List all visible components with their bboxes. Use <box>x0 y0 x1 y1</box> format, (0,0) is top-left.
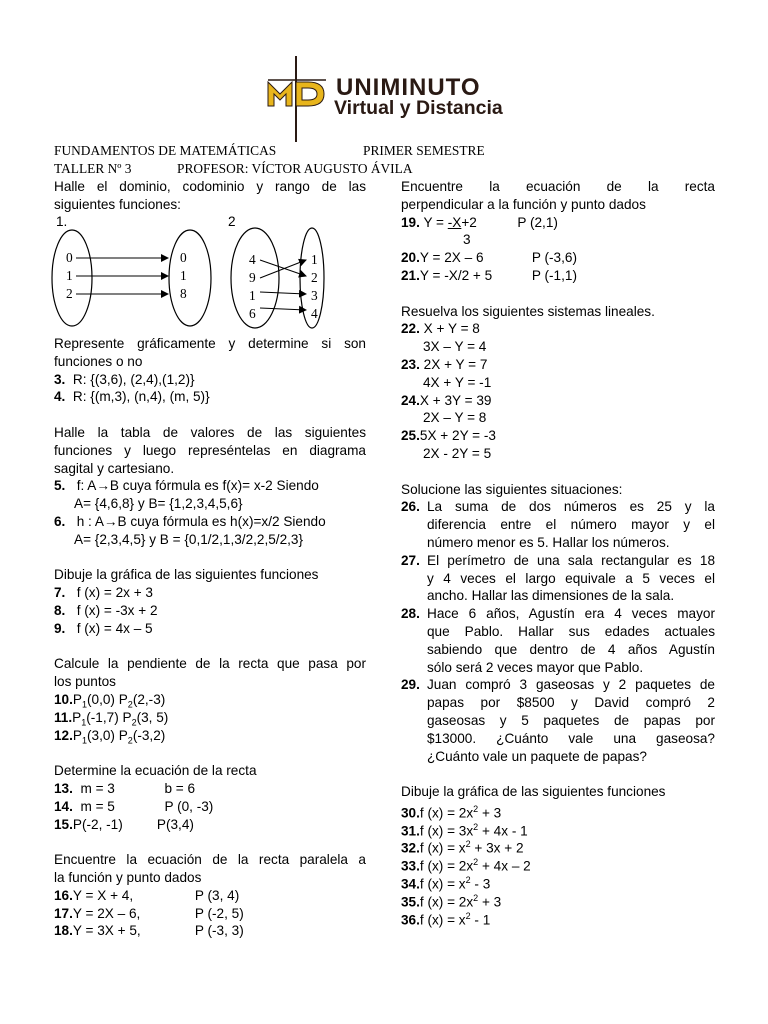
instruction-parallel-cont: la función y punto dados <box>54 869 202 885</box>
d1-domain-2: 2 <box>66 286 73 301</box>
exercise-8: 8. f (x) = -3x + 2 <box>54 602 158 618</box>
exercise-32: 32.f $(x) = x^2 + 3x + 2$ <box>401 839 524 857</box>
exercise-26-line: diferencia entre el número mayor y el <box>427 517 715 533</box>
exercise-5-cont: A= {4,6,8} y B= {1,2,3,4,5,6} <box>74 496 243 512</box>
diagram-2-label: 2 <box>228 214 236 229</box>
exercise-25-eq2: 2X - 2Y = 5 <box>423 445 492 461</box>
exercise-10: $10.P_1(0,0)$ $P_2(2,-3)$ <box>54 691 166 710</box>
exercise-27-line: y 4 veces el largo equivale a 5 veces el <box>427 570 715 586</box>
instruction-parallel: Encuentre la ecuación de la recta paralela a <box>54 852 366 868</box>
teacher-name: PROFESOR: VÍCTOR AUGUSTO ÁVILA <box>177 161 413 176</box>
exercise-31: 31.f $(x) = 3x^2 + 4x - 1$ <box>401 821 528 839</box>
d2-codomain-1: 2 <box>311 270 318 285</box>
exercise-12: $12.P_1(3,0)$ $P_2(-3,2)$ <box>54 727 166 746</box>
exercise-15: 15.P(-2, -1) P(3,4) <box>54 816 194 832</box>
exercise-22-eq2: 3X – Y = 4 <box>423 339 487 355</box>
d2-domain-1: 9 <box>249 270 256 285</box>
instruction-perpendicular: Encuentre la ecuación de la recta <box>401 179 715 194</box>
d1-domain-0: 0 <box>66 250 73 265</box>
exercise-16: 16.Y = X + 4, P (3, 4) <box>54 887 240 903</box>
exercise-36: 36.f $(x) = x^2 - 1$ <box>401 910 491 928</box>
instruction-table-cont2: sagital y cartesiano. <box>54 460 175 476</box>
right-column <box>401 178 715 928</box>
exercise-25: 25.5X + 2Y = -3 <box>401 428 496 444</box>
instruction-plot-quadratic: Dibuje la gráfica de las siguientes funciones <box>401 784 666 800</box>
exercise-35: 35.f $(x) = 2x^2 + 3$ <box>401 892 502 910</box>
exercise-29-line: $13000. ¿Cuánto vale una gaseosa? <box>427 730 715 746</box>
exercise-14: 14. m = 5 P (0, -3) <box>54 798 214 814</box>
exercise-27-line: El perímetro de una sala rectangular es 18 <box>427 552 715 568</box>
exercise-21: 21.Y = -X/2 + 5 P (-1,1) <box>401 267 577 283</box>
exercise-9: 9. f (x) = 4x – 5 <box>54 620 153 636</box>
exercise-11: $11.P_1(-1,7)$ $P_2(3$, 5) <box>54 709 169 728</box>
exercise-34: 34.f $(x) = x^2 - 3$ <box>401 875 491 892</box>
exercise-6-cont: A= {2,3,4,5} y B = {0,1/2,1,3/2,2,5/2,3} <box>74 531 304 547</box>
instruction-table: Halle la tabla de valores de las siguientes <box>54 424 366 440</box>
exercise-26-line: La suma de dos números es 25 y la <box>427 499 715 515</box>
d2-domain-3: 6 <box>249 306 256 321</box>
exercise-26-line: número menor es 5. Hallar los números. <box>427 534 670 550</box>
exercise-6: 6. h : A→B cuya fórmula es h(x)=x/2 Siendo <box>54 513 326 529</box>
instruction-table-cont: funciones y luego represéntelas en diagrama <box>54 442 366 458</box>
instruction-graph: Represente gráficamente y determine si son <box>54 336 366 351</box>
exercise-24-eq2: 2X – Y = 8 <box>423 410 487 426</box>
instruction-domain: Halle el dominio, codominio y rango de las <box>54 179 366 194</box>
exercise-5: 5. f: A→B cuya fórmula es f(x)= x-2 Siendo <box>54 478 319 494</box>
sagittal-diagram-1 <box>48 228 218 336</box>
d2-domain-0: 4 <box>249 252 256 267</box>
logo-subtitle: Virtual y Distancia <box>334 97 503 119</box>
d2-codomain-3: 4 <box>311 306 318 321</box>
exercise-22: 22. X + Y = 8 <box>401 321 480 337</box>
exercise-27: 27. El perímetro de una sala rectangular es 18 y 4 veces el largo equivale a 5 veces el ancho. Hallar las dimensiones de la sala. <box>401 552 715 604</box>
exercise-30: 30.f $(x) = 2x^2 + 3$ <box>401 803 502 821</box>
exercise-19-denominator: 3 <box>463 232 471 248</box>
d1-codomain-2: 8 <box>180 286 187 301</box>
exercise-24: 24.X + 3Y = 39 <box>401 392 492 408</box>
exercise-20: 20.Y = 2X – 6 P (-3,6) <box>401 250 577 266</box>
exercise-29-line: papas por $8500 y David compró 2 <box>427 695 715 711</box>
exercise-13: 13. m = 3 b = 6 <box>54 780 196 796</box>
exercise-18: 18.Y = 3X + 5, P (-3, 3) <box>54 923 244 939</box>
exercise-29-line: ¿Cuánto vale un paquete de papas? <box>427 748 647 764</box>
workshop-number: TALLER Nº 3 <box>54 161 132 176</box>
logo-title: UNIMINUTO <box>336 74 481 101</box>
exercise-29-line: gaseosas y 5 paquetes de papas por <box>427 712 715 728</box>
d1-codomain-1: 1 <box>180 268 187 283</box>
exercise-29-line: Juan compró 3 gaseosas y 2 paquetes de <box>427 677 715 693</box>
instruction-domain-cont: siguientes funciones: <box>54 196 181 212</box>
exercise-27-line: ancho. Hallar las dimensiones de la sala. <box>427 588 675 604</box>
instruction-situations: Solucione las siguientes situaciones: <box>401 481 623 497</box>
semester-label: PRIMER SEMESTRE <box>363 143 485 158</box>
exercise-19: 19. Y = -X+2 P (2,1) <box>401 214 558 230</box>
instruction-plot: Dibuje la gráfica de las siguientes funciones <box>54 567 319 583</box>
exercise-23-eq2: 4X + Y = -1 <box>423 374 492 390</box>
d2-domain-2: 1 <box>249 288 256 303</box>
exercise-26: 26. La suma de dos números es 25 y la diferencia entre el número mayor y el número menor es 5. Hallar los números. <box>401 499 715 550</box>
instruction-line-equation: Determine la ecuación de la recta <box>54 763 257 779</box>
uniminuto-logo <box>262 54 512 144</box>
instruction-graph-cont: funciones o no <box>54 353 143 369</box>
exercise-33: 33.f $(x) = 2x^2 + 4x - 2$ <box>401 857 531 874</box>
d2-codomain-0: 1 <box>311 252 318 267</box>
sagittal-diagram-2 <box>228 226 338 336</box>
d1-domain-1: 1 <box>66 268 73 283</box>
exercise-28-line: sólo será 2 veces mayor que Pablo. <box>427 659 644 675</box>
instruction-slope-cont: los puntos <box>54 674 116 690</box>
exercise-28-line: sabiendo que dentro de 4 años Agustín <box>427 641 715 657</box>
exercise-17: 17.Y = 2X – 6, P (-2, 5) <box>54 905 244 921</box>
exercise-3: 3. R: {(3,6), (2,4),(1,2)} <box>54 371 195 387</box>
instruction-perpendicular-cont: perpendicular a la función y punto dados <box>401 196 646 212</box>
diagram-1-label: 1. <box>56 214 68 229</box>
exercise-29: 29. Juan compró 3 gaseosas y 2 paquetes de papas por $8500 y David compró 2 gaseosas y 5 paquetes de papas por $13000. ¿Cuánto vale una gaseosa? ¿Cuánto vale un paquete de papas? <box>401 677 715 764</box>
subject-title: FUNDAMENTOS DE MATEMÁTICAS <box>54 143 277 158</box>
exercise-4: 4. R: {(m,3), (n,4), (m, 5)} <box>54 389 210 405</box>
d2-codomain-2: 3 <box>311 288 318 303</box>
exercise-28-line: que Pablo. Hallar sus edades actuales <box>427 623 715 639</box>
left-column <box>54 335 366 940</box>
instruction-systems: Resuelva los siguientes sistemas lineales. <box>401 303 655 319</box>
exercise-28-line: Hace 6 años, Agustín era 4 veces mayor <box>427 606 715 622</box>
exercise-28: 28. Hace 6 años, Agustín era 4 veces mayor que Pablo. Hallar sus edades actuales sabiendo que dentro de 4 años Agustín sólo será 2 veces mayor que Pablo. <box>401 606 715 675</box>
exercise-23: 23. 2X + Y = 7 <box>401 356 488 372</box>
exercise-7: 7. f (x) = 2x + 3 <box>54 585 153 601</box>
d1-codomain-0: 0 <box>180 250 187 265</box>
instruction-slope: Calcule la pendiente de la recta que pasa por <box>54 656 366 672</box>
